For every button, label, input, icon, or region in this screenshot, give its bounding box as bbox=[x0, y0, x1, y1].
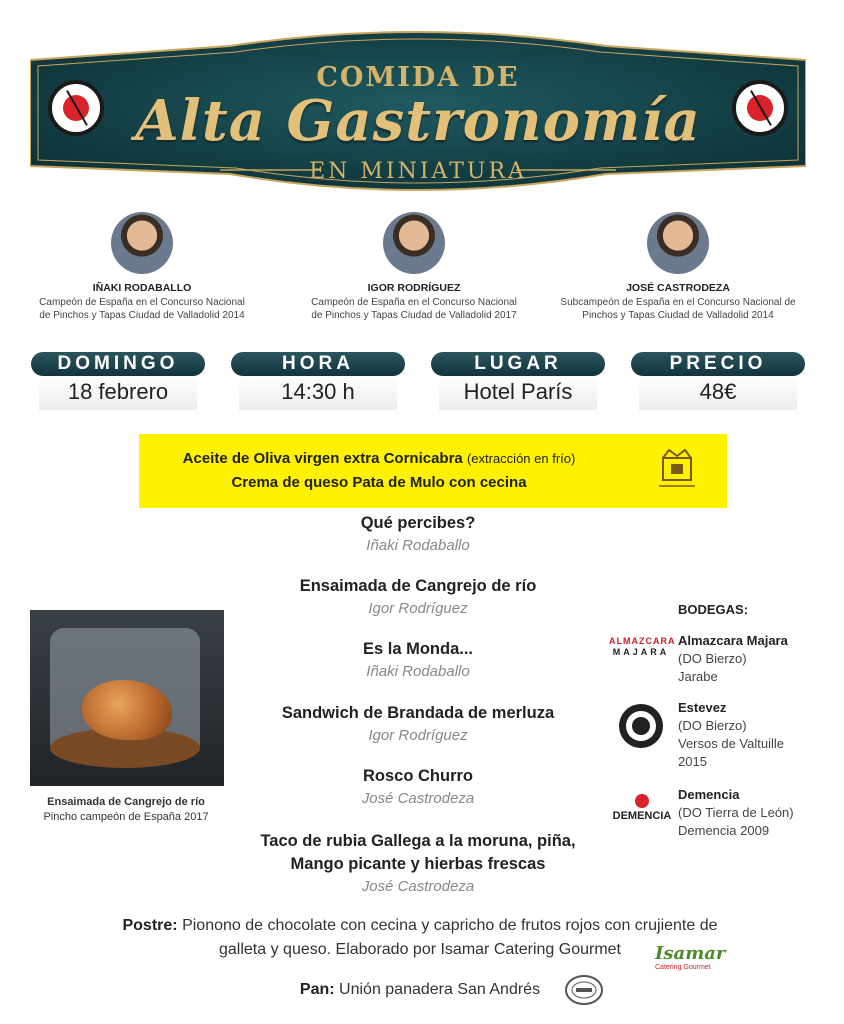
info-value: Hotel París bbox=[439, 376, 597, 410]
photo-caption-subtitle: Pincho campeón de España 2017 bbox=[43, 811, 209, 823]
menu-dish: Qué percibes? bbox=[360, 514, 476, 532]
info-time bbox=[231, 352, 405, 410]
chef-card bbox=[279, 212, 549, 322]
info-label: LUGAR bbox=[431, 352, 605, 376]
estevez-logo-icon bbox=[618, 703, 664, 749]
logo-left-icon bbox=[48, 80, 104, 136]
logo-right-icon bbox=[732, 80, 788, 136]
almazcara-logo: ALMAZCARA MAJARA bbox=[609, 636, 676, 657]
chef-name: IÑAKI RODABALLO bbox=[92, 282, 192, 294]
menu-dish: Sandwich de Brandada de merluza bbox=[281, 704, 555, 722]
bodegas-heading: BODEGAS: bbox=[678, 602, 749, 617]
avatar bbox=[111, 212, 173, 274]
chef-name: IGOR RODRÍGUEZ bbox=[367, 282, 461, 294]
header-banner bbox=[30, 26, 806, 196]
info-value: 14:30 h bbox=[239, 376, 397, 410]
chef-title: Subcampeón de España en el Concurso Nacional de Pinchos y Tapas Ciudad de Valladolid 2014 bbox=[560, 297, 796, 321]
chef-name: JOSÉ CASTRODEZA bbox=[626, 282, 730, 294]
header-title: Alta Gastronomía bbox=[135, 88, 701, 154]
glass-icon bbox=[635, 794, 649, 808]
menu-chef: José Castrodeza bbox=[361, 878, 475, 895]
menu-chef: Iñaki Rodaballo bbox=[366, 663, 470, 680]
info-price bbox=[631, 352, 805, 410]
bakery-seal-icon bbox=[565, 974, 603, 1006]
avatar bbox=[383, 212, 445, 274]
demencia-logo: DEMENCIA bbox=[610, 794, 674, 822]
menu-dish: Es la Monda... bbox=[362, 640, 474, 658]
menu-dish: Ensaimada de Cangrejo de río bbox=[299, 577, 537, 595]
dish-photo bbox=[30, 610, 224, 786]
menu-chef: José Castrodeza bbox=[361, 790, 475, 807]
avatar bbox=[647, 212, 709, 274]
info-date bbox=[31, 352, 205, 410]
menu-chef: Igor Rodríguez bbox=[368, 727, 468, 744]
menu-dish: Rosco Churro bbox=[362, 767, 473, 785]
highlight-box bbox=[139, 434, 727, 508]
info-value: 48€ bbox=[639, 376, 797, 410]
info-label: DOMINGO bbox=[31, 352, 205, 376]
menu-chef: Igor Rodríguez bbox=[368, 600, 468, 617]
crest-icon bbox=[657, 448, 697, 492]
chef-title: Campeón de España en el Concurso Nacional de Pinchos y Tapas Ciudad de Valladolid 2017 bbox=[311, 297, 517, 321]
photo-caption-title: Ensaimada de Cangrejo de río bbox=[47, 796, 205, 808]
menu-dish: Taco de rubia Gallega a la moruna, piña, Mango picante y hierbas frescas bbox=[260, 832, 576, 873]
bodega-item: Almazcara Majara (DO Bierzo) Jarabe bbox=[678, 633, 788, 684]
info-place bbox=[431, 352, 605, 410]
info-label: HORA bbox=[231, 352, 405, 376]
dessert-text: Postre: Pionono de chocolate con cecina y capricho de frutos rojos con crujiente de galleta y queso. Elaborado por Isamar Catering Gourmet bbox=[122, 917, 718, 958]
bread-text: Pan: Unión panadera San Andrés bbox=[299, 981, 541, 998]
isamar-logo: Isamar Catering Gourmet bbox=[655, 943, 726, 971]
info-value: 18 febrero bbox=[39, 376, 197, 410]
info-label: PRECIO bbox=[631, 352, 805, 376]
header-line3: EN MINIATURA bbox=[309, 159, 527, 184]
menu-chef: Iñaki Rodaballo bbox=[366, 537, 470, 554]
bodega-item: Demencia (DO Tierra de León) Demencia 2009 bbox=[678, 787, 794, 838]
chef-card bbox=[543, 212, 813, 322]
header-line1: COMIDA DE bbox=[316, 62, 520, 93]
chef-card bbox=[7, 212, 277, 322]
highlight-line2: Crema de queso Pata de Mulo con cecina bbox=[231, 474, 527, 491]
bodega-item: Estevez (DO Bierzo) Versos de Valtuille 2015 bbox=[678, 700, 784, 769]
highlight-line1: Aceite de Oliva virgen extra Cornicabra (extracción en frío) bbox=[182, 450, 576, 467]
chef-title: Campeón de España en el Concurso Nacional de Pinchos y Tapas Ciudad de Valladolid 2014 bbox=[39, 297, 245, 321]
